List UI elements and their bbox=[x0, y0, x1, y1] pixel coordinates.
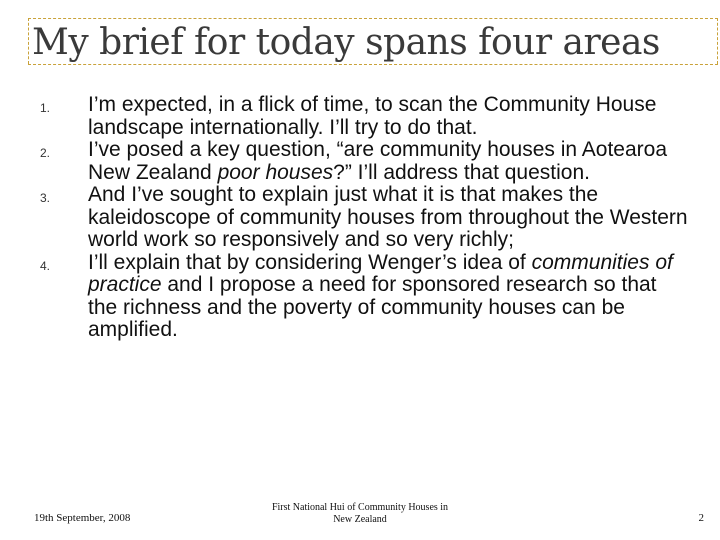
list-item-text: And I’ve sought to explain just what it is that makes the kaleidoscope of community houses from throughout the Western world work so responsively and so very richly; bbox=[88, 183, 688, 251]
footer-event-line: First National Hui of Community Houses in bbox=[271, 502, 449, 513]
slide-title: My brief for today spans four areas bbox=[32, 22, 660, 63]
list-item bbox=[40, 139, 690, 184]
text-segment: I’ve posed a key question, “are community houses in Aotearoa New Zealand bbox=[88, 138, 667, 184]
numbered-list bbox=[40, 94, 690, 342]
list-item-text: I’m expected, in a flick of time, to scan the Community House landscape internationally. I’ll try to do that. bbox=[88, 93, 657, 139]
text-segment: and I propose a need for sponsored research so that the richness and the poverty of community houses can be amplified. bbox=[88, 273, 657, 341]
list-item-text bbox=[88, 139, 690, 184]
list-item bbox=[40, 184, 690, 252]
italic-text-segment: poor houses bbox=[217, 160, 334, 184]
list-number: 2. bbox=[40, 146, 51, 160]
title-frame-bottom bbox=[28, 64, 718, 65]
footer-event bbox=[250, 502, 470, 526]
list-item bbox=[40, 252, 690, 342]
footer-event-line: New Zealand bbox=[333, 514, 387, 525]
list-number: 4. bbox=[40, 258, 51, 273]
title-frame-left bbox=[28, 18, 29, 64]
page-number: 2 bbox=[698, 512, 704, 524]
title-frame-right bbox=[717, 18, 718, 64]
list-item-text bbox=[88, 252, 690, 342]
list-item bbox=[40, 94, 690, 139]
footer-date: 19th September, 2008 bbox=[34, 512, 131, 524]
list-number: 1. bbox=[40, 101, 51, 115]
italic-text-segment: communities of practice bbox=[88, 250, 673, 296]
list-number: 3. bbox=[40, 191, 51, 205]
title-frame-top bbox=[28, 18, 718, 19]
text-segment: ?” I’ll address that question. bbox=[333, 160, 590, 184]
text-segment: I’ll explain that by considering Wenger’s idea of bbox=[88, 250, 532, 274]
